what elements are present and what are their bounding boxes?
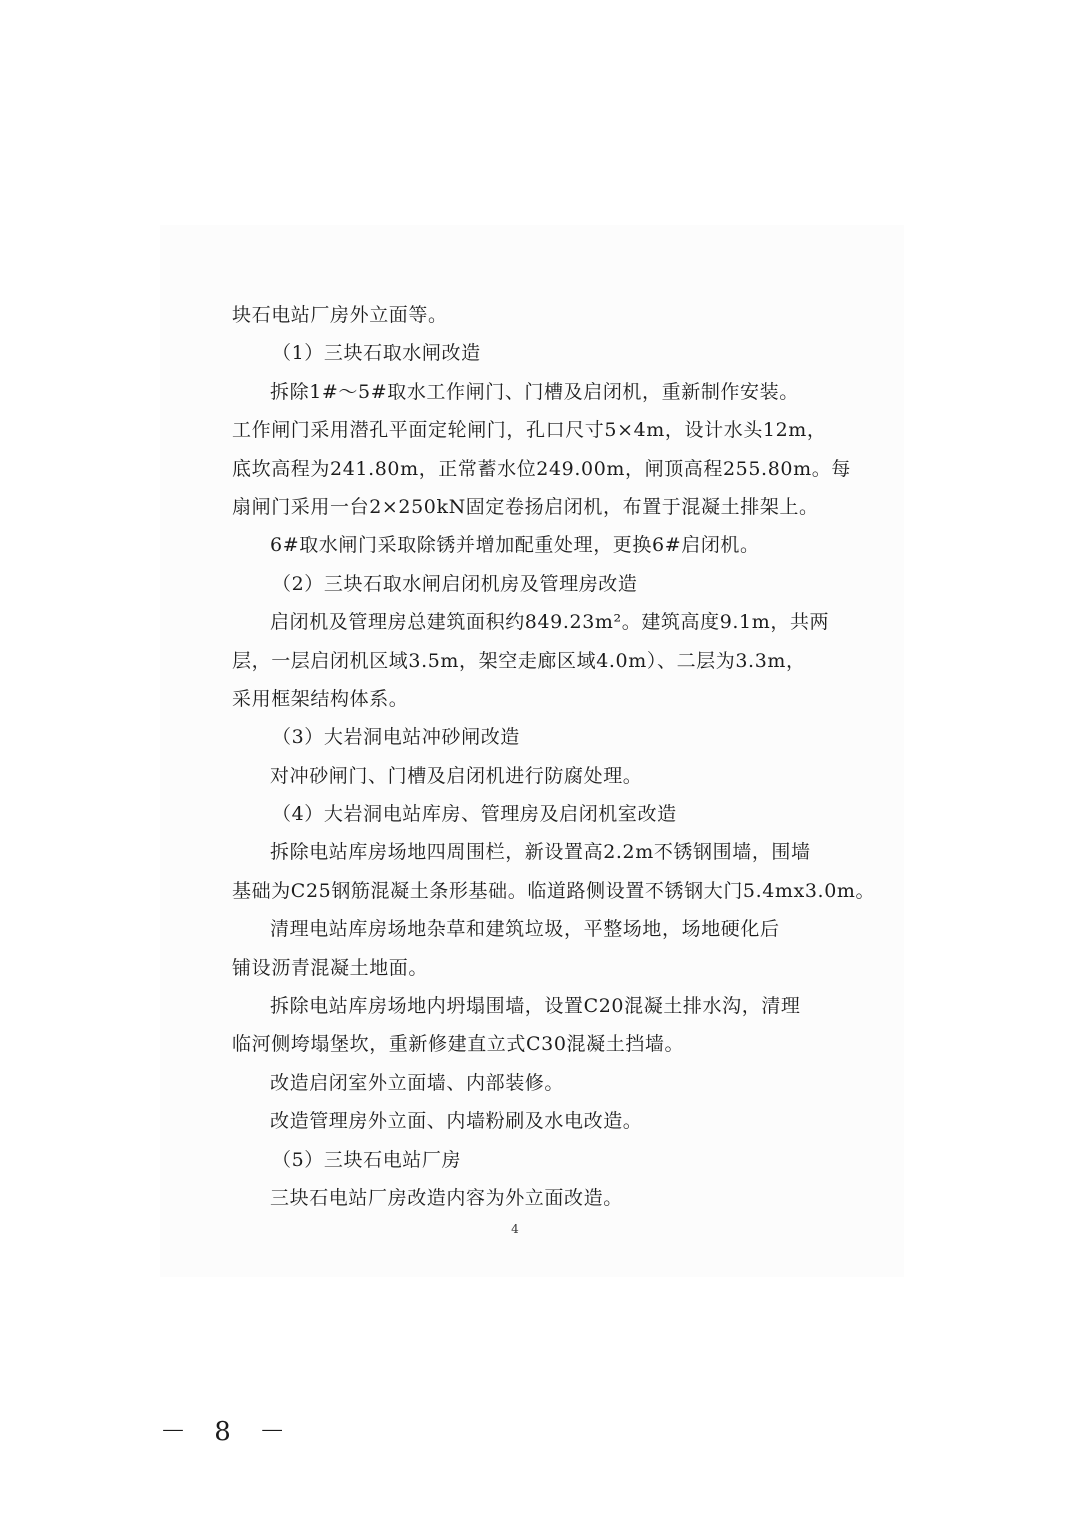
paragraph-line: 基础为C25钢筋混凝土条形基础。临道路侧设置不锈钢大门5.4mx3.0m。 bbox=[232, 879, 876, 902]
inner-page-number: 4 bbox=[511, 1222, 519, 1236]
paragraph-line: 层，一层启闭机区域3.5m，架空走廊区域4.0m）、二层为3.3m， bbox=[232, 649, 806, 672]
paragraph-line: 启闭机及管理房总建筑面积约849.23m²。建筑高度9.1m，共两 bbox=[270, 611, 830, 634]
paragraph-line: 对冲砂闸门、门槽及启闭机进行防腐处理。 bbox=[270, 764, 643, 787]
paragraph-line: 采用框架结构体系。 bbox=[232, 687, 409, 710]
paragraph-line: 拆除电站库房场地内坍塌围墙，设置C20混凝土排水沟，清理 bbox=[270, 995, 801, 1018]
paragraph-line: 扇闸门采用一台2×250kN固定卷扬启闭机，布置于混凝土排架上。 bbox=[232, 495, 819, 518]
paragraph-line: 铺设沥青混凝土地面。 bbox=[232, 956, 429, 979]
text-line-continuation: 块石电站厂房外立面等。 bbox=[232, 304, 448, 326]
section-heading-1: （1）三块石取水闸改造 bbox=[272, 342, 481, 365]
paragraph-line: 临河侧垮塌堡坎，重新修建直立式C30混凝土挡墙。 bbox=[232, 1033, 685, 1056]
paragraph-line: 清理电站库房场地杂草和建筑垃圾，平整场地，场地硬化后 bbox=[270, 918, 780, 941]
section-heading-5: （5）三块石电站厂房 bbox=[272, 1148, 462, 1171]
section-heading-3: （3）大岩洞电站冲砂闸改造 bbox=[272, 726, 520, 749]
section-heading-2: （2）三块石取水闸启闭机房及管理房改造 bbox=[272, 572, 638, 595]
paragraph-line: 6#取水闸门采取除锈并增加配重处理，更换6#启闭机。 bbox=[270, 534, 760, 557]
paragraph-line: 改造启闭室外立面墙、内部装修。 bbox=[270, 1071, 565, 1094]
paragraph-line: 工作闸门采用潜孔平面定轮闸门，孔口尺寸5×4m，设计水头12m， bbox=[232, 419, 827, 442]
body-text bbox=[232, 296, 876, 1217]
paragraph-line: 底坎高程为241.80m，正常蓄水位249.00m，闸顶高程255.80m。每 bbox=[232, 457, 851, 480]
section-heading-4: （4）大岩洞电站库房、管理房及启闭机室改造 bbox=[272, 803, 677, 826]
outer-page-number: － 8 － bbox=[160, 1417, 296, 1447]
paragraph-line: 三块石电站厂房改造内容为外立面改造。 bbox=[270, 1186, 623, 1209]
paragraph-line: 拆除1#～5#取水工作闸门、门槽及启闭机，重新制作安装。 bbox=[270, 380, 799, 403]
paragraph-line: 拆除电站库房场地四周围栏，新设置高2.2m不锈钢围墙，围墙 bbox=[270, 841, 811, 864]
paragraph-line: 改造管理房外立面、内墙粉刷及水电改造。 bbox=[270, 1110, 643, 1133]
